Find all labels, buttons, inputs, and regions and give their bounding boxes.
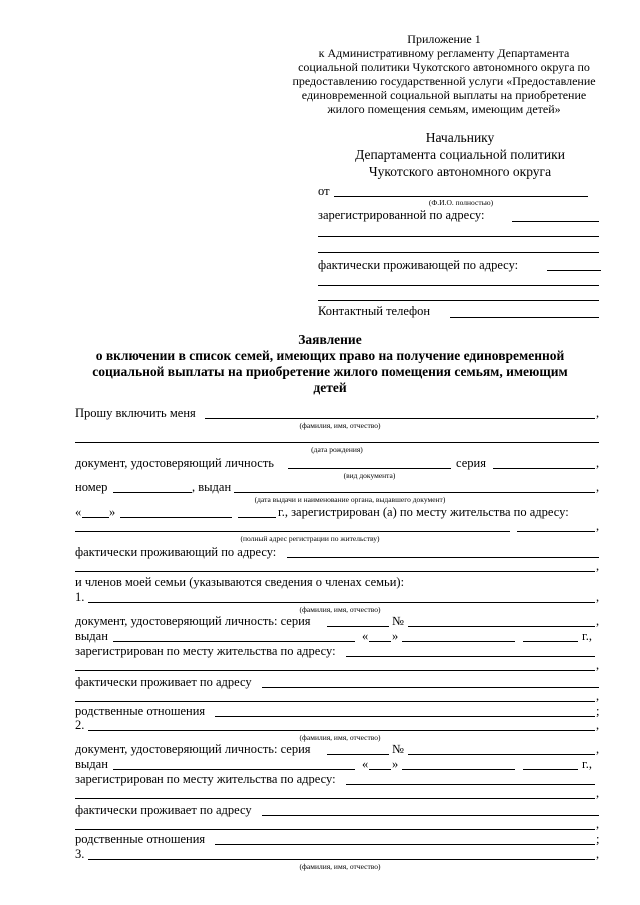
actual-address-field[interactable] [287, 557, 599, 558]
member-1-live-label: фактически проживает по адресу [75, 675, 252, 689]
issued-label: , выдан [192, 480, 232, 494]
member-1-relation-field[interactable] [215, 716, 595, 717]
actual-address-field-2[interactable] [318, 285, 599, 286]
statement-subtitle-2: социальной выплаты на приобретение жилого помещения семьям, имеющим [92, 364, 568, 379]
member-2-year-field[interactable] [523, 769, 578, 770]
member-2-month-field[interactable] [402, 769, 515, 770]
member-3-number: 3. [75, 847, 85, 861]
statement-title: Заявление [298, 332, 362, 347]
fio-caption: (Ф.И.О. полностью) [428, 198, 494, 207]
appendix-line-1: Приложение 1 [407, 32, 481, 46]
member-1-fio-caption: (фамилия, имя, отчество) [299, 605, 381, 614]
appendix-line-5: единовременной социальной выплаты на приобретение [301, 88, 587, 102]
doc-type-caption: (вид документа) [343, 471, 396, 480]
member-1-live-field-2[interactable] [75, 701, 595, 702]
comma: , [596, 658, 600, 672]
quote-open: « [362, 757, 369, 771]
member-2-reg-field[interactable] [346, 784, 595, 785]
member-1-relation-label: родственные отношения [75, 704, 206, 718]
member-2-series-field[interactable] [327, 754, 389, 755]
comma: , [596, 559, 600, 573]
registered-label: г., зарегистрирован (а) по месту жительства по адресу: [278, 505, 569, 519]
identity-doc-label: документ, удостоверяющий личность [75, 456, 275, 470]
member-2-issued-by-field[interactable] [113, 769, 355, 770]
quote-open: « [362, 629, 369, 643]
comma: , [596, 817, 600, 831]
number-label: номер [75, 480, 108, 494]
member-2-relation-field[interactable] [215, 844, 595, 845]
registration-address-field-end[interactable] [517, 531, 595, 532]
member-2-name-field[interactable] [88, 730, 595, 731]
comma: , [596, 590, 600, 604]
comma: , [596, 519, 600, 533]
member-1-day-field[interactable] [369, 641, 391, 642]
comma: , [596, 406, 600, 420]
member-1-name-field[interactable] [88, 602, 595, 603]
birth-date-field[interactable] [75, 442, 599, 443]
fio-caption: (фамилия, имя, отчество) [299, 421, 381, 430]
series-label: серия [456, 456, 486, 470]
member-1-number-sign: № [392, 614, 404, 628]
quote-close: » [392, 757, 399, 771]
member-2-live-field-2[interactable] [75, 829, 595, 830]
number-field[interactable] [113, 492, 192, 493]
from-label: от [318, 184, 330, 198]
issued-caption: (дата выдачи и наименование органа, выдавшего документ) [254, 495, 446, 504]
member-1-series-field[interactable] [327, 626, 389, 627]
member-1-reg-field-2[interactable] [75, 670, 595, 671]
member-2-fio-caption: (фамилия, имя, отчество) [299, 733, 381, 742]
actual-address-label: фактически проживающей по адресу: [318, 258, 519, 272]
member-2-live-field[interactable] [262, 815, 599, 816]
appendix-line-2: к Административному регламенту Департамента [318, 46, 570, 60]
semicolon: ; [596, 704, 600, 718]
member-2-number-sign: № [392, 742, 404, 756]
actual-address-field-2[interactable] [75, 571, 595, 572]
quote-open: « [75, 505, 82, 519]
addressee-line-2: Департамента социальной политики [355, 147, 565, 162]
appendix-line-6: жилого помещения семьям, имеющим детей» [327, 102, 561, 116]
registered-address-field-1[interactable] [512, 221, 599, 222]
member-2-doc-label: документ, удостоверяющий личность: серия [75, 742, 311, 756]
comma: , [596, 847, 600, 861]
comma: , [596, 614, 600, 628]
member-1-doc-number-field[interactable] [408, 626, 595, 627]
member-1-issued-label: выдан [75, 629, 108, 643]
phone-label: Контактный телефон [318, 304, 431, 318]
quote-close: » [392, 629, 399, 643]
member-2-relation-label: родственные отношения [75, 832, 206, 846]
statement-subtitle-1: о включении в список семей, имеющих право на получение единовременной [95, 348, 565, 363]
doc-type-field[interactable] [288, 468, 451, 469]
request-label: Прошу включить меня [75, 406, 196, 420]
birth-date-caption: (дата рождения) [311, 445, 363, 454]
comma: , [596, 718, 600, 732]
series-field[interactable] [493, 468, 595, 469]
semicolon: ; [596, 832, 600, 846]
comma: , [596, 480, 600, 494]
member-3-name-field[interactable] [88, 859, 595, 860]
member-1-number: 1. [75, 590, 85, 604]
member-2-issued-label: выдан [75, 757, 108, 771]
from-name-field[interactable] [334, 196, 588, 197]
month-field[interactable] [120, 517, 232, 518]
member-3-fio-caption: (фамилия, имя, отчество) [299, 862, 381, 871]
comma: , [596, 689, 600, 703]
actual-address-field-3[interactable] [318, 300, 599, 301]
comma: , [596, 456, 600, 470]
quote-close: » [109, 505, 116, 519]
year-field[interactable] [238, 517, 276, 518]
member-1-reg-field[interactable] [346, 656, 595, 657]
day-field[interactable] [82, 517, 109, 518]
statement-subtitle-3: детей [313, 380, 347, 395]
member-2-live-label: фактически проживает по адресу [75, 803, 252, 817]
applicant-name-field[interactable] [205, 418, 595, 419]
member-1-reg-label: зарегистрирован по месту жительства по адресу: [75, 644, 336, 658]
registered-address-field-2[interactable] [318, 236, 599, 237]
appendix-line-4: предоставлению государственной услуги «Предоставление [292, 74, 596, 88]
family-members-label: и членов моей семьи (указываются сведения о членах семьи): [75, 575, 405, 589]
registration-address-field[interactable] [75, 531, 510, 532]
registered-address-field-3[interactable] [318, 252, 599, 253]
issued-by-field[interactable] [234, 492, 595, 493]
member-1-doc-label: документ, удостоверяющий личность: серия [75, 614, 311, 628]
member-2-number: 2. [75, 718, 85, 732]
member-2-day-field[interactable] [369, 769, 391, 770]
year-suffix: г., [582, 757, 592, 771]
addressee-line-1: Начальнику [425, 130, 495, 145]
addressee-line-3: Чукотского автономного округа [368, 164, 552, 179]
registered-address-label: зарегистрированной по адресу: [318, 208, 485, 222]
member-1-issued-by-field[interactable] [113, 641, 355, 642]
comma: , [596, 786, 600, 800]
member-2-reg-field-2[interactable] [75, 798, 595, 799]
member-1-year-field[interactable] [523, 641, 578, 642]
member-2-reg-label: зарегистрирован по месту жительства по адресу: [75, 772, 336, 786]
member-1-month-field[interactable] [402, 641, 515, 642]
appendix-line-3: социальной политики Чукотского автономного округа по [298, 60, 590, 74]
member-2-doc-number-field[interactable] [408, 754, 595, 755]
phone-field[interactable] [450, 317, 599, 318]
registration-caption: (полный адрес регистрации по жительству) [240, 534, 380, 543]
year-suffix: г., [582, 629, 592, 643]
comma: , [596, 742, 600, 756]
actual-address-label: фактически проживающий по адресу: [75, 545, 277, 559]
member-1-live-field[interactable] [262, 687, 599, 688]
actual-address-field-1[interactable] [547, 270, 601, 271]
